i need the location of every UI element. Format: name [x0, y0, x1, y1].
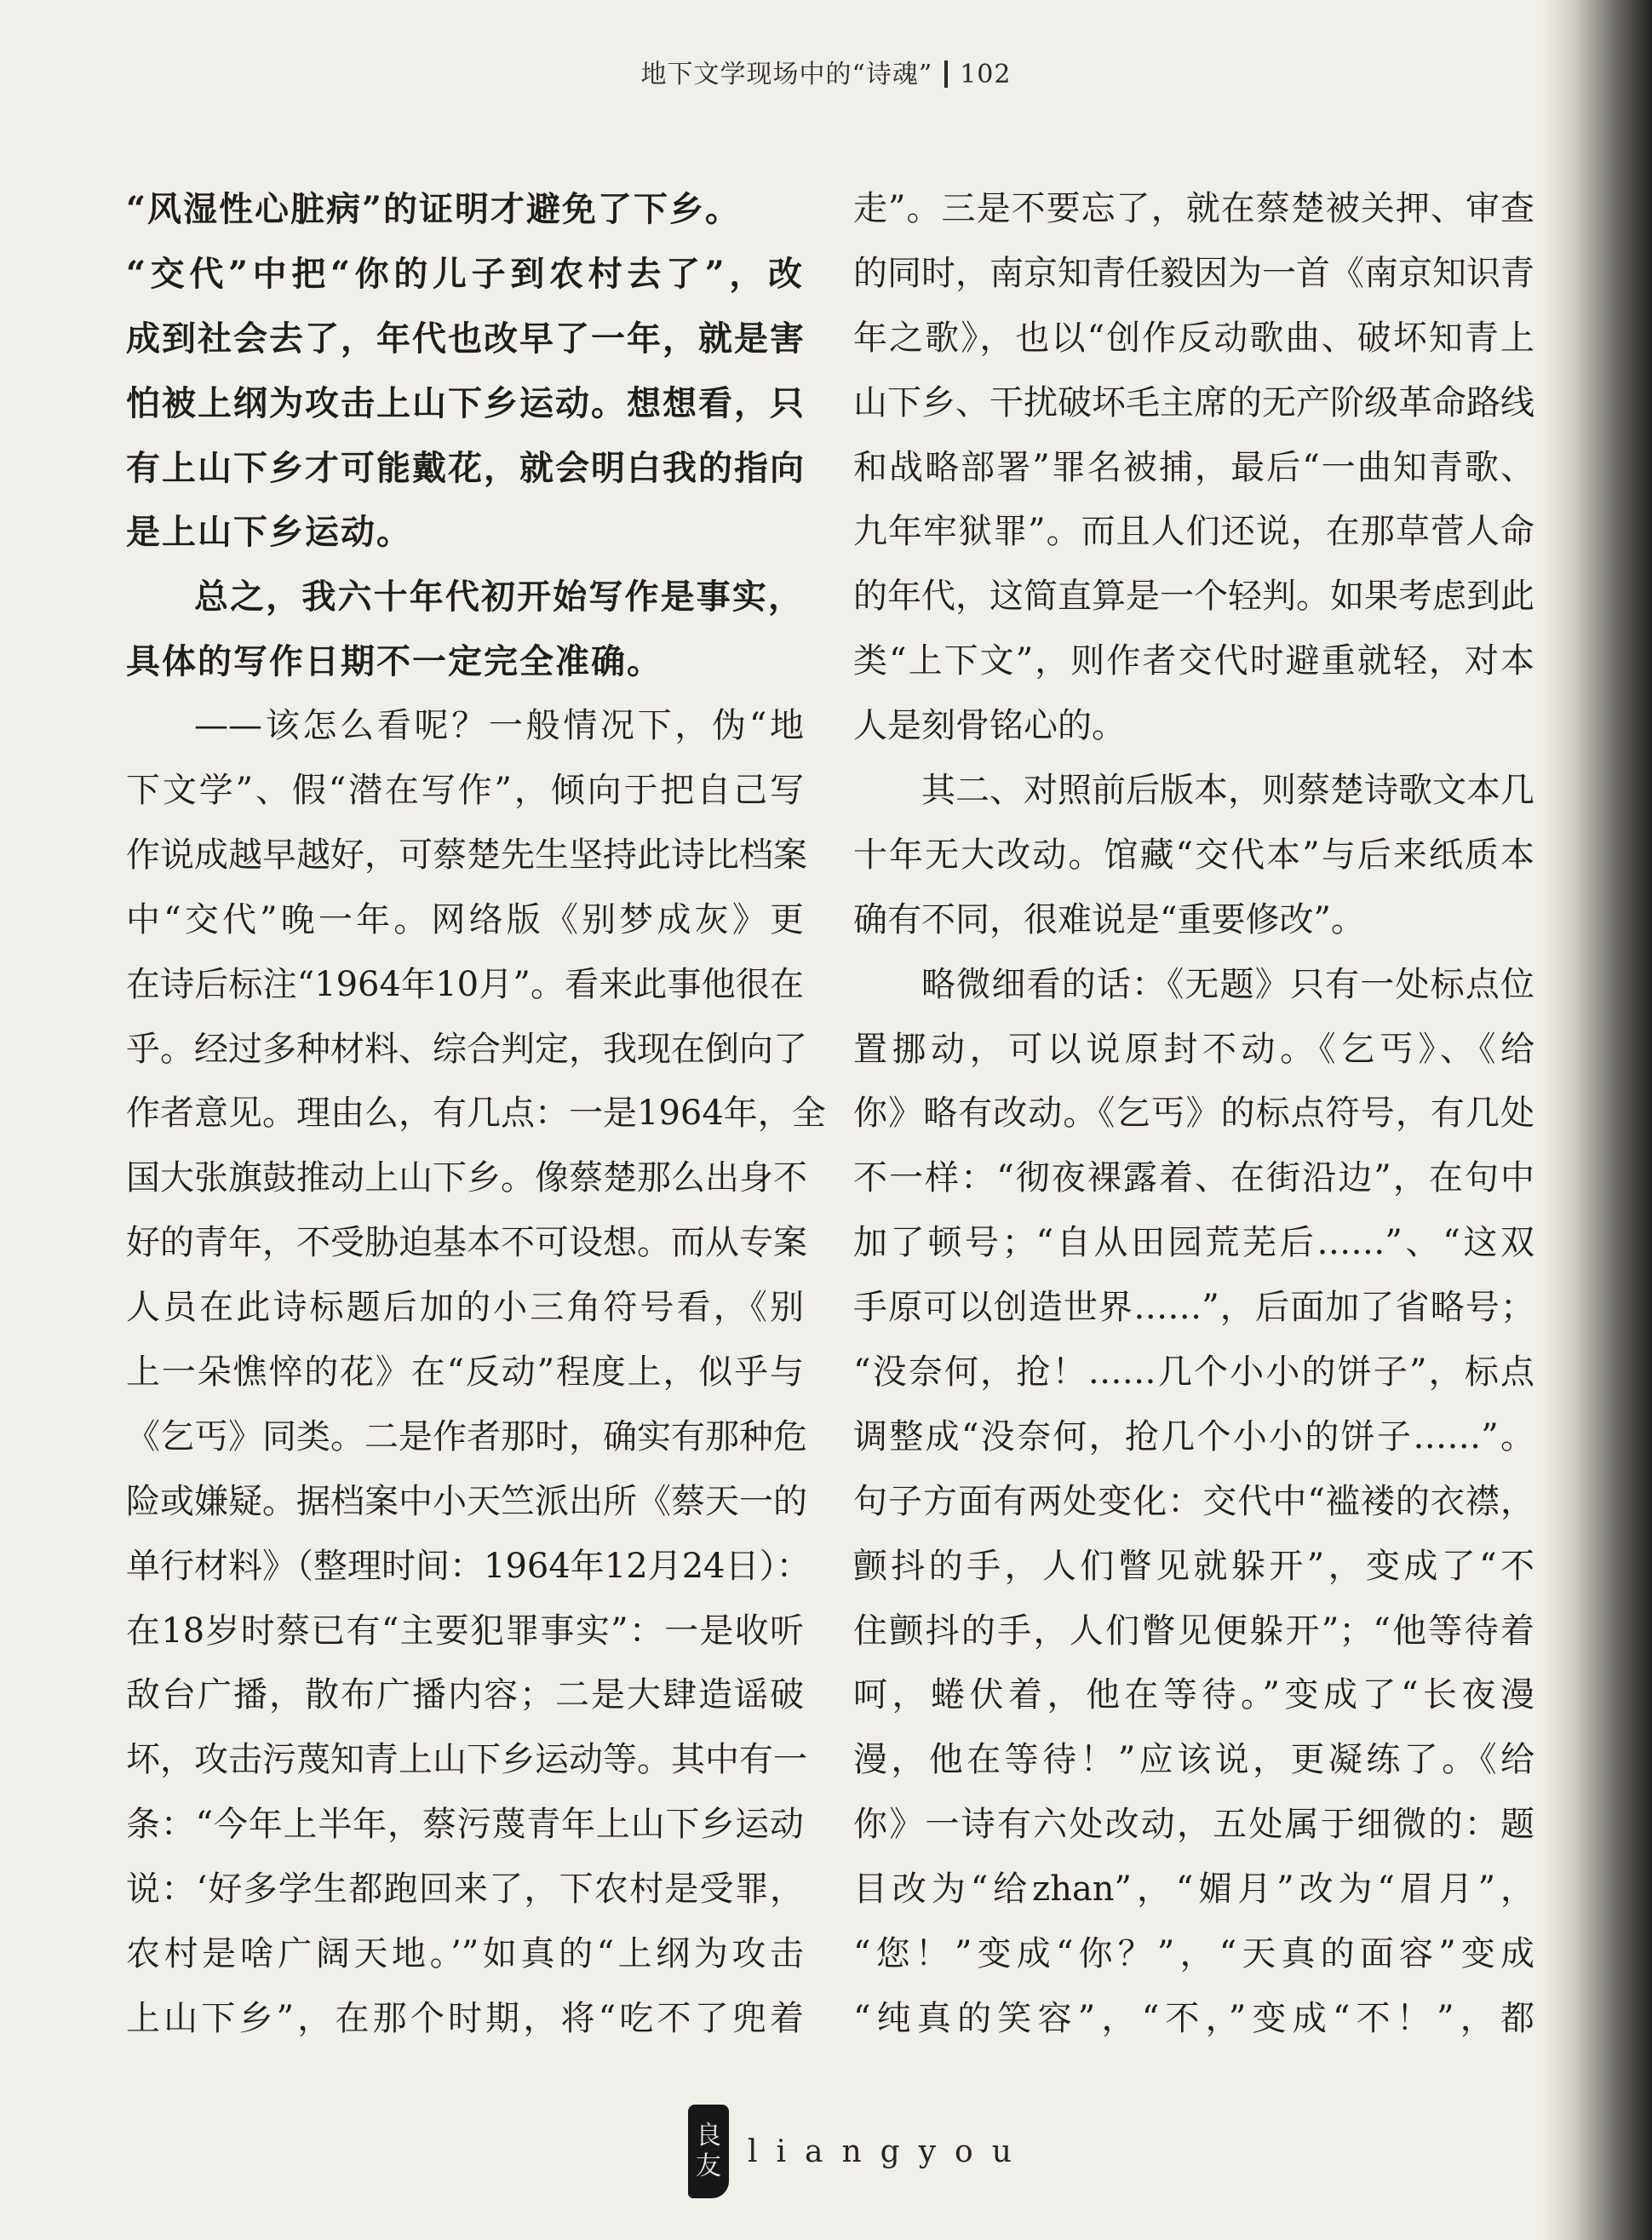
text-line: 单行材料》（整理时间：1964年12月24日）：	[126, 1546, 811, 1586]
text-line: 确有不同，很难说是“重要修改”。	[853, 899, 1365, 939]
text-line: 句子方面有两处变化：交代中“褴褛的衣襟，	[853, 1481, 1534, 1521]
text-line: “您！”变成“你？”，“天真的面容”变成	[853, 1934, 1534, 1974]
text-line: 目改为“给zhan”，“媚月”改为“眉月”，	[853, 1870, 1534, 1910]
text-line: 说：‘好多学生都跑回来了，下农村是受罪，	[126, 1870, 804, 1910]
text-line: 条：“今年上半年，蔡污蔑青年上山下乡运动	[126, 1805, 804, 1845]
text-line: 作说成越早越好，可蔡楚先生坚持此诗比档案	[126, 835, 807, 875]
text-line: 有上山下乡才可能戴花，就会明白我的指向	[126, 447, 806, 488]
brand-name: liangyou	[748, 2134, 1030, 2169]
text-line: 人员在此诗标题后加的小三角符号看，《别	[126, 1288, 804, 1328]
text-line: 是上山下乡运动。	[126, 512, 412, 553]
text-line: “交代”中把“你的儿子到农村去了”，改	[126, 253, 804, 294]
text-line: 农村是啥广阔天地。’”如真的“上纲为攻击	[126, 1934, 804, 1974]
text-line: 住颤抖的手，人们瞥见便躲开”；“他等待着	[853, 1611, 1534, 1651]
right-text-column	[853, 177, 1534, 2052]
text-line: 漫，他在等待！”应该说，更凝练了。《给	[853, 1740, 1534, 1780]
text-line: 九年牢狱罪”。而且人们还说，在那草菅人命	[853, 512, 1534, 552]
seal-char-1: 良	[696, 2121, 721, 2151]
liangyou-seal-logo	[688, 2105, 729, 2198]
page-gutter-shadow	[1541, 0, 1652, 2240]
text-line: 国大张旗鼓推动上山下乡。像蔡楚那么出身不	[126, 1158, 807, 1198]
text-line: 《乞丐》同类。二是作者那时，确实有那种危	[126, 1416, 807, 1456]
text-line: 坏，攻击污蔑知青上山下乡运动等。其中有一	[126, 1740, 807, 1780]
text-line: “风湿性心脏病”的证明才避免了下乡。	[126, 189, 742, 229]
text-line: 其二、对照前后版本，则蔡楚诗歌文本几	[921, 771, 1534, 811]
text-line: 和战略部署”罪名被捕，最后“一曲知青歌、	[853, 447, 1534, 487]
left-text-column	[126, 177, 826, 2052]
text-line: 总之，我六十年代初开始写作是事实，	[194, 577, 804, 617]
text-line: 山下乡、干扰破坏毛主席的无产阶级革命路线	[853, 382, 1534, 422]
text-line: 的同时，南京知青任毅因为一首《南京知识青	[853, 253, 1534, 293]
text-line: 呵，蜷伏着，他在等待。”变成了“长夜漫	[853, 1675, 1534, 1715]
text-line: 好的青年，不受胁迫基本不可设想。而从专案	[126, 1223, 807, 1263]
text-line: 具体的写作日期不一定完全准确。	[126, 641, 663, 682]
text-line: 手原可以创造世界……”，后面加了省略号；	[853, 1288, 1534, 1328]
text-line: 调整成“没奈何，抢几个小小的饼子……”。	[853, 1416, 1534, 1456]
text-line: 成到社会去了，年代也改早了一年，就是害	[126, 318, 806, 359]
running-header	[0, 53, 1652, 91]
text-line: 上一朵憔悴的花》在“反动”程度上，似乎与	[126, 1353, 804, 1393]
text-line: 略微细看的话：《无题》只有一处标点位	[921, 964, 1534, 1004]
text-line: 下文学”、假“潜在写作”，倾向于把自己写	[126, 771, 804, 811]
text-line: 十年无大改动。馆藏“交代本”与后来纸质本	[853, 835, 1534, 875]
text-line: 乎。经过多种材料、综合判定，我现在倒向了	[126, 1029, 807, 1069]
text-line: 年之歌》，也以“创作反动歌曲、破坏知青上	[853, 318, 1534, 358]
text-line: 险或嫌疑。据档案中小天竺派出所《蔡天一的	[126, 1481, 807, 1521]
text-line: 的年代，这简直算是一个轻判。如果考虑到此	[853, 577, 1534, 617]
text-line: 置挪动，可以说原封不动。《乞丐》、《给	[853, 1029, 1534, 1069]
footer-logo	[688, 2109, 1030, 2194]
text-line: 你》一诗有六处改动，五处属于细微的：题	[853, 1805, 1534, 1845]
text-line: 加了顿号；“自从田园荒芜后……”、“这双	[853, 1223, 1534, 1263]
text-line: “没奈何，抢！……几个小小的饼子”，标点	[853, 1353, 1534, 1393]
text-line: 中“交代”晚一年。网络版《别梦成灰》更	[126, 899, 804, 939]
text-line: 走”。三是不要忘了，就在蔡楚被关押、审查	[853, 189, 1534, 228]
seal-char-2: 友	[696, 2151, 721, 2181]
text-line: 作者意见。理由么，有几点：一是1964年，全	[126, 1094, 826, 1134]
text-line: 你》略有改动。《乞丐》的标点符号，有几处	[853, 1094, 1534, 1134]
text-line: “纯真的笑容”，“不，”变成“不！”，都	[853, 1998, 1534, 2038]
text-line: ——该怎么看呢？一般情况下，伪“地	[194, 706, 804, 746]
header-separator	[944, 60, 948, 88]
text-line: 在18岁时蔡已有“主要犯罪事实”：一是收听	[126, 1611, 804, 1651]
text-line: 敌台广播，散布广播内容；二是大肆造谣破	[126, 1675, 804, 1715]
text-line: 人是刻骨铭心的。	[853, 706, 1126, 746]
page-number: 102	[960, 60, 1012, 89]
text-line: 不一样：“彻夜裸露着、在街沿边”，在句中	[853, 1158, 1534, 1198]
header-title: 地下文学现场中的“诗魂”	[640, 60, 933, 89]
text-line: 在诗后标注“1964年10月”。看来此事他很在	[126, 964, 804, 1004]
text-line: 上山下乡”，在那个时期，将“吃不了兜着	[126, 1998, 804, 2038]
text-line: 颤抖的手，人们瞥见就躲开”，变成了“不	[853, 1546, 1534, 1586]
text-line: 怕被上纲为攻击上山下乡运动。想想看，只	[126, 382, 806, 423]
text-line: 类“上下文”，则作者交代时避重就轻，对本	[853, 641, 1534, 681]
